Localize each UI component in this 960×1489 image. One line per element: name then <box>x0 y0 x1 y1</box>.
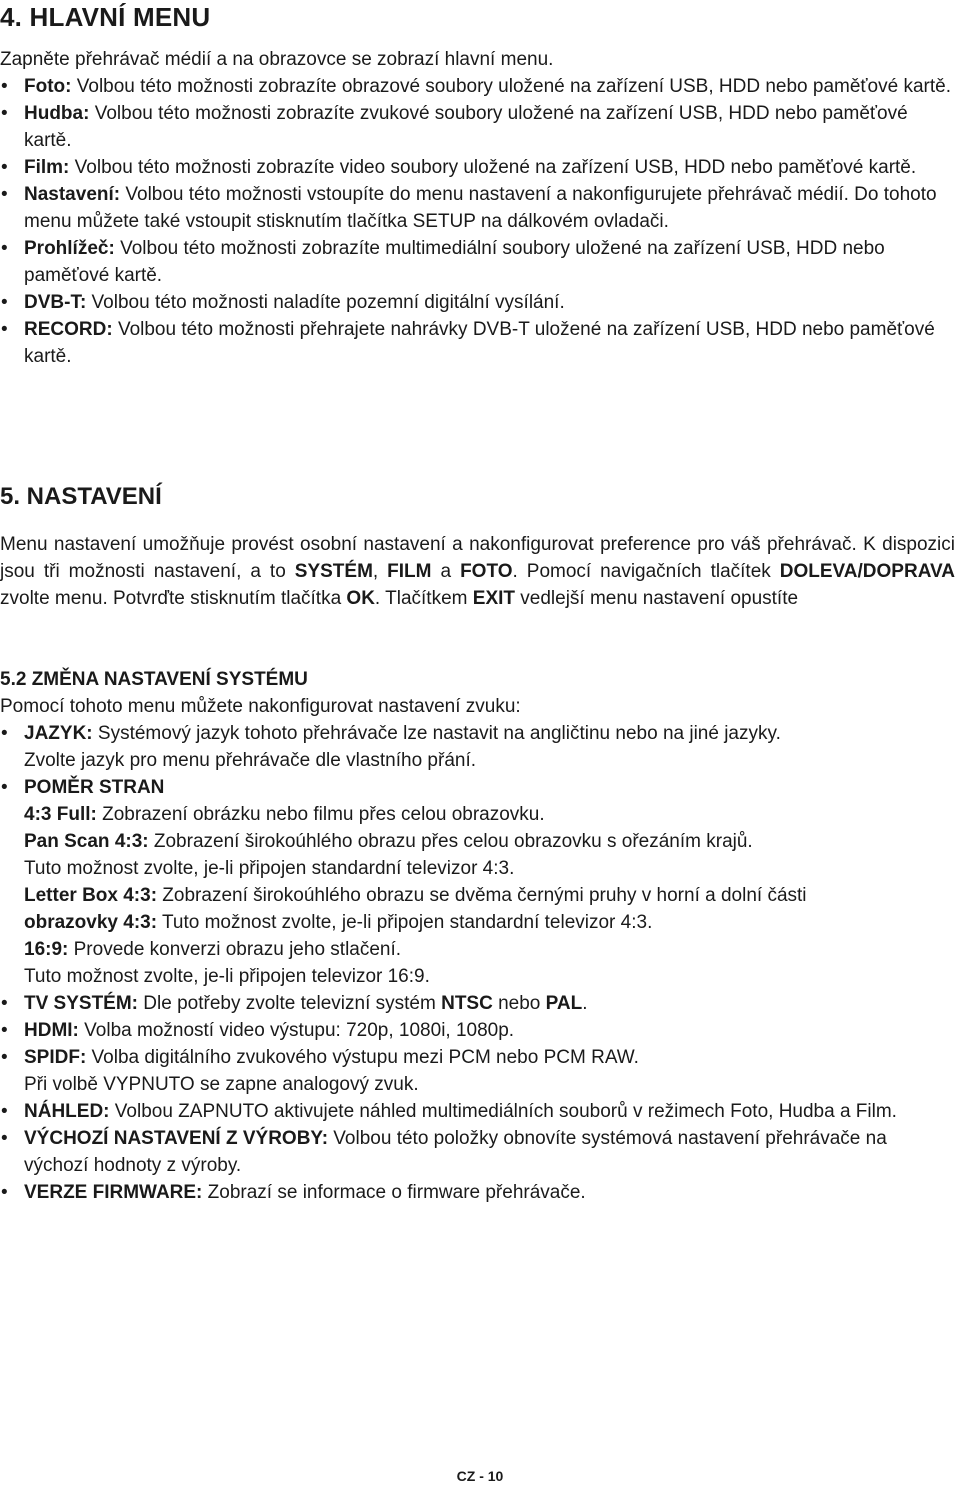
bullet-icon: • <box>1 319 8 340</box>
item-term: JAZYK: <box>24 723 93 744</box>
list-item-foto <box>0 73 955 100</box>
text-run: Menu nastavení umožňuje provést osobní nastavení a nakonfigurovat preference pro váš přehrávač. K dispozici jsou tři možnosti nastavení, a to <box>0 534 955 582</box>
keyword-exit: EXIT <box>472 588 515 609</box>
item-term: POMĚR STRAN <box>24 777 165 798</box>
item-text: Volbou této položky obnovíte systémová nastavení přehrávače na výchozí hodnoty z výroby. <box>24 1128 887 1176</box>
keyword-film: FILM <box>387 561 432 582</box>
item-text: Volbou této možnosti zobrazíte zvukové soubory uložené na zařízení USB, HDD nebo paměťové kartě. <box>24 103 908 151</box>
list-item-vychozi <box>0 1125 955 1179</box>
item-term: Film: <box>24 157 70 178</box>
item-text: Při volbě VYPNUTO se zapne analogový zvuk. <box>24 1074 419 1095</box>
item-text: Volbou ZAPNUTO aktivujete náhled multimediálních souborů v režimech Foto, Hudba a Film. <box>109 1101 897 1122</box>
list-item-dvbt <box>0 289 955 316</box>
item-text: nebo <box>492 993 546 1014</box>
text-run: , <box>372 561 388 582</box>
item-text: Dle potřeby zvolte televizní systém <box>138 993 442 1014</box>
bullet-icon: • <box>1 993 8 1014</box>
item-term: RECORD: <box>24 319 113 340</box>
bullet-icon: • <box>1 777 8 798</box>
item-text: Volbou této možnosti zobrazíte obrazové soubory uložené na zařízení USB, HDD nebo paměťové kartě. <box>71 76 951 97</box>
item-text: Tuto možnost zvolte, je-li připojen standardní televizor 4:3. <box>24 858 515 879</box>
item-term: 4:3 Full: <box>24 804 97 825</box>
section-heading-settings: 5. NASTAVENÍ <box>0 483 162 510</box>
item-text: Zobrazí se informace o firmware přehrávače. <box>202 1182 586 1203</box>
item-term: Letter Box 4:3: <box>24 885 158 906</box>
item-text: . <box>582 993 588 1014</box>
item-term: NÁHLED: <box>24 1101 110 1122</box>
item-text: Volbou této možnosti přehrajete nahrávky DVB-T uložené na zařízení USB, HDD nebo paměťové kartě. <box>24 319 935 367</box>
list-item-verze-firmware <box>0 1179 955 1206</box>
keyword-system: SYSTÉM <box>294 561 373 582</box>
item-term: SPIDF: <box>24 1047 87 1068</box>
item-text: Volbou této možnosti zobrazíte video soubory uložené na zařízení USB, HDD nebo paměťové kartě. <box>69 157 917 178</box>
keyword-pal: PAL <box>545 993 583 1014</box>
item-text: Provede konverzi obrazu jeho stlačení. <box>68 939 402 960</box>
system-settings-list <box>0 720 955 1206</box>
item-term: DVB-T: <box>24 292 87 313</box>
page-number: CZ - 10 <box>456 1468 504 1484</box>
item-term: Prohlížeč: <box>24 238 115 259</box>
keyword-foto: FOTO <box>460 561 513 582</box>
item-term: 16:9: <box>24 939 69 960</box>
list-item-record <box>0 316 955 370</box>
bullet-icon: • <box>1 157 8 178</box>
bullet-icon: • <box>1 1101 8 1122</box>
list-item-film <box>0 154 955 181</box>
item-term: TV SYSTÉM: <box>24 993 139 1014</box>
text-run: a <box>431 561 461 582</box>
item-term: VERZE FIRMWARE: <box>24 1182 203 1203</box>
item-term: Pan Scan 4:3: <box>24 831 149 852</box>
list-item-prohlizec <box>0 235 955 289</box>
item-term: VÝCHOZÍ NASTAVENÍ Z VÝROBY: <box>24 1128 329 1149</box>
bullet-icon: • <box>1 723 8 744</box>
system-intro: Pomocí tohoto menu můžete nakonfigurovat nastavení zvuku: <box>0 696 521 717</box>
item-text: Zobrazení obrázku nebo filmu přes celou obrazovku. <box>96 804 545 825</box>
bullet-icon: • <box>1 238 8 259</box>
settings-paragraph <box>0 531 955 612</box>
list-item-hudba <box>0 100 955 154</box>
main-menu-intro: Zapněte přehrávač médií a na obrazovce se zobrazí hlavní menu. <box>0 49 554 70</box>
bullet-icon: • <box>1 76 8 97</box>
bullet-icon: • <box>1 1047 8 1068</box>
item-text: Tuto možnost zvolte, je-li připojen standardní televizor 4:3. <box>157 912 653 933</box>
item-text: Volbou této možnosti naladíte pozemní digitální vysílání. <box>86 292 565 313</box>
list-item-spidf <box>0 1044 955 1098</box>
item-text: Volba možností video výstupu: 720p, 1080i, 1080p. <box>78 1020 515 1041</box>
item-text: Zobrazení širokoúhlého obrazu se dvěma černými pruhy v horní a dolní části <box>157 885 807 906</box>
list-item-hdmi <box>0 1017 955 1044</box>
item-term: obrazovky 4:3: <box>24 912 158 933</box>
item-text: Tuto možnost zvolte, je-li připojen televizor 16:9. <box>24 966 430 987</box>
bullet-icon: • <box>1 1182 8 1203</box>
list-item-nahled <box>0 1098 955 1125</box>
bullet-icon: • <box>1 1128 8 1149</box>
main-menu-list <box>0 73 955 370</box>
item-text: Volbou této možnosti vstoupíte do menu nastavení a nakonfigurujete přehrávač médií. Do tohoto menu můžete také vstoupit stisknutím tlačítka SETUP na dálkovém ovladači. <box>24 184 937 232</box>
bullet-icon: • <box>1 1020 8 1041</box>
text-run: vedlejší menu nastavení opustíte <box>515 588 799 609</box>
subsection-heading-system: 5.2 ZMĚNA NASTAVENÍ SYSTÉMU <box>0 669 308 690</box>
keyword-left-right: DOLEVA/DOPRAVA <box>779 561 955 582</box>
item-term: Hudba: <box>24 103 90 124</box>
list-item-jazyk <box>0 720 955 774</box>
item-text: Volba digitálního zvukového výstupu mezi PCM nebo PCM RAW. <box>86 1047 639 1068</box>
item-text: Systémový jazyk tohoto přehrávače lze nastavit na angličtinu nebo na jiné jazyky. <box>92 723 781 744</box>
text-run: zvolte menu. Potvrďte stisknutím tlačítka <box>0 588 347 609</box>
bullet-icon: • <box>1 184 8 205</box>
text-run: . Tlačítkem <box>374 588 473 609</box>
item-term: Nastavení: <box>24 184 121 205</box>
list-item-pomer-stran <box>0 774 955 990</box>
item-text: Volbou této možnosti zobrazíte multimediální soubory uložené na zařízení USB, HDD nebo paměťové kartě. <box>24 238 885 286</box>
item-text: Zobrazení širokoúhlého obrazu přes celou obrazovku s ořezáním krajů. <box>148 831 753 852</box>
keyword-ntsc: NTSC <box>441 993 493 1014</box>
list-item-tv-system <box>0 990 955 1017</box>
section-heading-main-menu: 4. HLAVNÍ MENU <box>0 2 211 32</box>
bullet-icon: • <box>1 103 8 124</box>
item-text: Zvolte jazyk pro menu přehrávače dle vlastního přání. <box>24 750 477 771</box>
list-item-nastaveni <box>0 181 955 235</box>
item-term: HDMI: <box>24 1020 79 1041</box>
bullet-icon: • <box>1 292 8 313</box>
item-term: Foto: <box>24 76 72 97</box>
keyword-ok: OK <box>346 588 375 609</box>
text-run: . Pomocí navigačních tlačítek <box>512 561 780 582</box>
